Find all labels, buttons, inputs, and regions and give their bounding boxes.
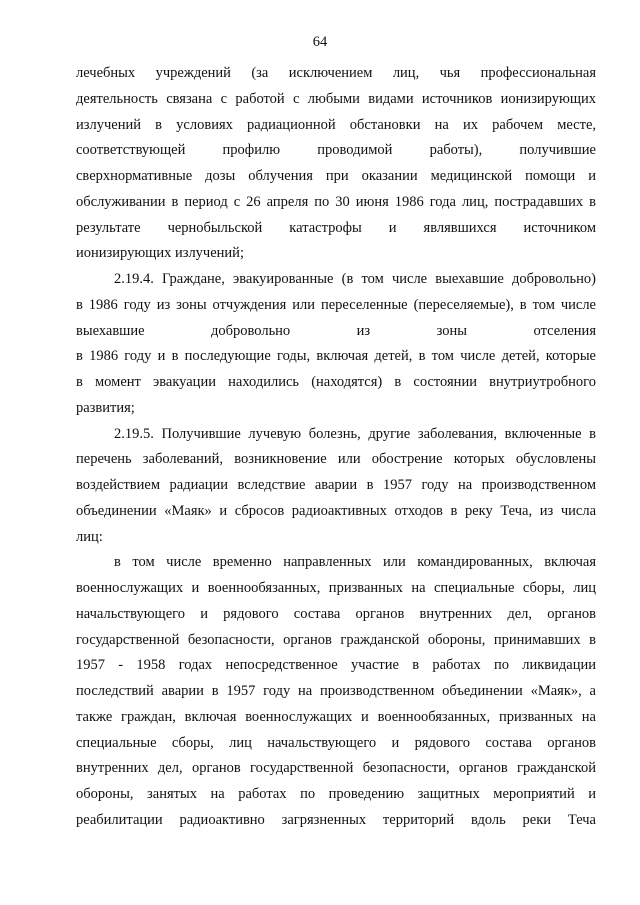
text-line: государственной безопасности, органов гражданской обороны, принимавших в: [76, 631, 596, 648]
text-line: специальные сборы, лиц начальствующего и рядового состава органов: [76, 734, 596, 751]
text-line: объединении «Маяк» и сбросов радиоактивных отходов в реку Теча, из числа: [76, 502, 596, 519]
text-line: внутренних дел, органов государственной безопасности, органов гражданской: [76, 760, 596, 777]
text-line: в том числе временно направленных или командированных, включая: [114, 554, 596, 571]
text-line: сверхнормативные дозы облучения при оказании медицинской помощи и: [76, 168, 596, 184]
text-line: реабилитации радиоактивно загрязненных территорий вдоль реки Теча: [76, 811, 596, 828]
text-line: обороны, занятых на работах по проведению защитных мероприятий и: [76, 786, 596, 802]
text-line: также граждан, включая военнослужащих и военнообязанных, призванных на: [76, 708, 596, 725]
text-line: начальствующего и рядового состава органов внутренних дел, органов: [76, 605, 596, 622]
page-number: 64: [312, 34, 328, 50]
document-body: [76, 61, 596, 834]
text-line: перечень заболеваний, возникновение или обострение которых обусловлены: [76, 451, 596, 468]
text-line: деятельность связана с работой с любыми видами источников ионизирующих: [76, 90, 596, 107]
text-line: в момент эвакуации находились (находятся) в состоянии внутриутробного: [76, 374, 596, 390]
text-line: военнослужащих и военнообязанных, призванных на специальные сборы, лиц: [76, 580, 596, 596]
text-line: обслуживании в период с 26 апреля по 30 июня 1986 года лиц, пострадавших в: [76, 193, 596, 210]
text-line: в 1986 году из зоны отчуждения или переселенные (переселяемые), в том числе: [76, 296, 596, 313]
text-line: развития;: [76, 399, 135, 416]
text-line: 2.19.4. Граждане, эвакуированные (в том числе выехавшие добровольно): [114, 271, 596, 287]
paragraph-2-19-5: [76, 422, 596, 551]
text-line: лиц:: [76, 528, 103, 545]
text-line: результате чернобыльской катастрофы и являвшихся источником: [76, 219, 596, 236]
text-line: излучений в условиях радиационной обстановки на их рабочем месте,: [76, 116, 596, 133]
text-line: выехавшие добровольно из зоны отселения: [76, 322, 596, 339]
paragraph-2-19-4: [76, 267, 596, 422]
text-line: ионизирующих излучений;: [76, 245, 244, 262]
text-line: 1957 - 1958 годах непосредственное участие в работах по ликвидации: [76, 657, 596, 674]
text-line: последствий аварии в 1957 году на производственном объединении «Маяк», а: [76, 683, 596, 699]
paragraph-mayak-participants: [76, 550, 596, 833]
text-line: воздействием радиации вследствие аварии в 1957 году на производственном: [76, 477, 596, 493]
text-line: в 1986 году и в последующие годы, включая детей, в том числе детей, которые: [76, 348, 596, 365]
text-line: 2.19.5. Получившие лучевую болезнь, другие заболевания, включенные в: [114, 425, 596, 442]
paragraph-medical-staff: [76, 61, 596, 267]
text-line: лечебных учреждений (за исключением лиц, чья профессиональная: [76, 65, 596, 81]
text-line: соответствующей профилю проводимой работы), получившие: [76, 142, 596, 159]
